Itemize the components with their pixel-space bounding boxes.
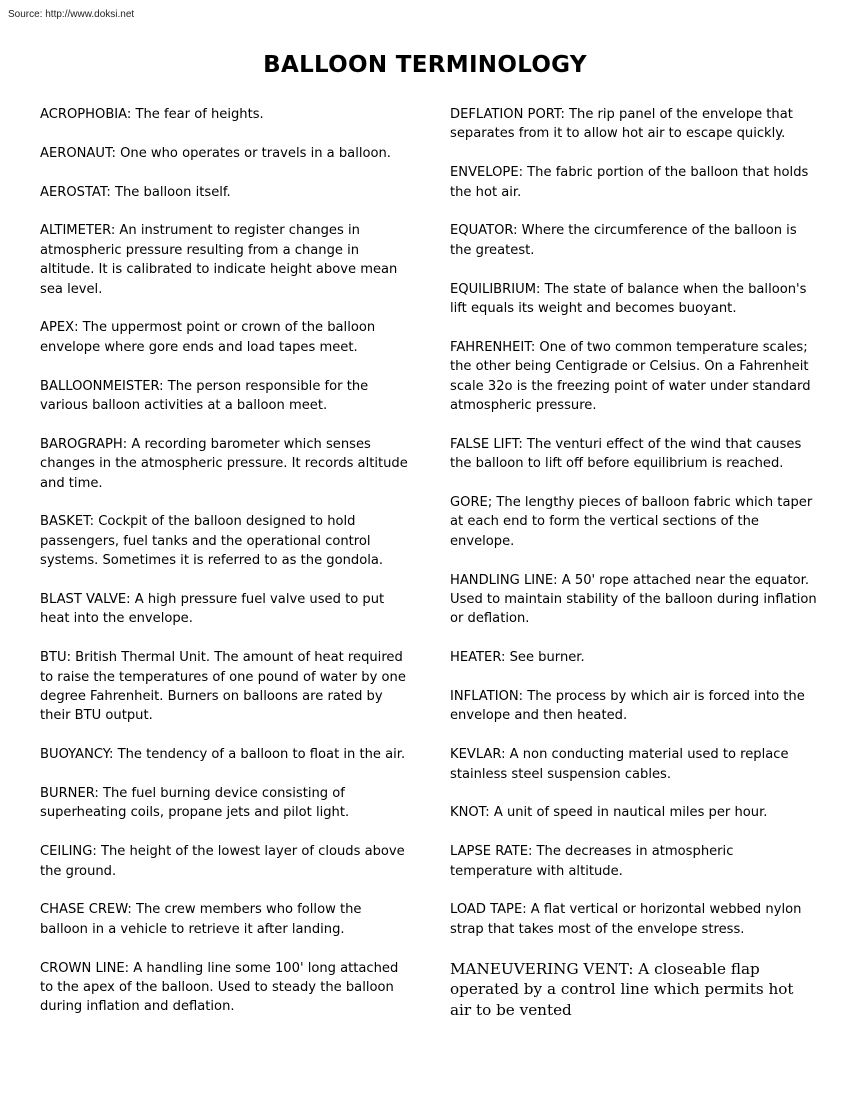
term-btu: BTU: British Thermal Unit. The amount of heat required to raise the temperatures of one pound of water by one degree Fahrenheit. Burners on balloons are rated by their BTU output. [40,650,406,724]
term-lapse-rate: LAPSE RATE: The decreases in atmospheric temperature with altitude. [450,844,734,879]
term-false-lift: FALSE LIFT: The venturi effect of the wind that causes the balloon to lift off before equilibrium is reached. [450,436,802,472]
term-gore: GORE; The lengthy pieces of balloon fabric which taper at each end to form the vertical sections of the envelope. [450,495,813,549]
term-equilibrium: EQUILIBRIUM: The state of balance when the balloon's lift equals its weight and becomes buoyant. [450,281,807,317]
term-knot: KNOT: A unit of speed in nautical miles per hour. [450,805,768,821]
term-inflation: INFLATION: The process by which air is forced into the envelope and then heated. [450,689,805,724]
term-balloonmeister: BALLOONMEISTER: The person responsible for the various balloon activities at a balloon meet. [40,378,369,414]
term-altimeter: ALTIMETER: An instrument to register changes in atmospheric pressure resulting from a change in altitude. It is calibrated to indicate height above mean sea level. [40,223,398,297]
term-equator: EQUATOR: Where the circumference of the balloon is the greatest. [450,223,797,258]
term-ceiling: CEILING: The height of the lowest layer of clouds above the ground. [40,844,405,879]
term-kevlar: KEVLAR: A non conducting material used to replace stainless steel suspension cables. [450,747,789,782]
left-column [40,105,412,1036]
term-crown-line: CROWN LINE: A handling line some 100' long attached to the apex of the balloon. Used to steady the balloon during inflation and deflation. [40,960,399,1015]
term-fahrenheit: FAHRENHEIT: One of two common temperature scales; the other being Centigrade or Celsius. On a Fahrenheit scale 32o is the freezing point of water under standard atmospheric pressure. [450,339,811,414]
right-column [450,105,818,1040]
term-aeronaut: AERONAUT: One who operates or travels in a balloon. [40,145,391,161]
term-envelope: ENVELOPE: The fabric portion of the balloon that holds the hot air. [450,165,809,200]
source-line: Source: http://www.doksi.net [8,9,135,20]
term-load-tape: LOAD TAPE: A flat vertical or horizontal webbed nylon strap that takes most of the envelope stress. [450,902,802,937]
page-title: BALLOON TERMINOLOGY [263,52,587,78]
term-blast-valve: BLAST VALVE: A high pressure fuel valve used to put heat into the envelope. [40,592,385,627]
term-basket: BASKET: Cockpit of the balloon designed to hold passengers, fuel tanks and the operational control systems. Sometimes it is referred to as the gondola. [40,514,384,569]
term-apex: APEX: The uppermost point or crown of the balloon envelope where gore ends and load tapes meet. [40,320,376,355]
term-burner: BURNER: The fuel burning device consisting of superheating coils, propane jets and pilot light. [40,786,350,821]
term-heater: HEATER: See burner. [450,650,585,666]
term-maneuvering-vent: MANEUVERING VENT: A closeable flap operated by a control line which permits hot air to be vented [450,959,794,1019]
term-handling-line: HANDLING LINE: A 50' rope attached near the equator. Used to maintain stability of the balloon during inflation or deflation. [450,572,817,627]
term-acrophobia: ACROPHOBIA: The fear of heights. [40,107,264,122]
term-chase-crew: CHASE CREW: The crew members who follow the balloon in a vehicle to retrieve it after landing. [40,902,362,937]
term-deflation-port: DEFLATION PORT: The rip panel of the envelope that separates from it to allow hot air to escape quickly. [450,107,793,142]
term-barograph: BAROGRAPH: A recording barometer which senses changes in the atmospheric pressure. It records altitude and time. [40,436,408,491]
term-aerostat: AEROSTAT: The balloon itself. [40,184,231,200]
term-buoyancy: BUOYANCY: The tendency of a balloon to float in the air. [40,747,406,763]
